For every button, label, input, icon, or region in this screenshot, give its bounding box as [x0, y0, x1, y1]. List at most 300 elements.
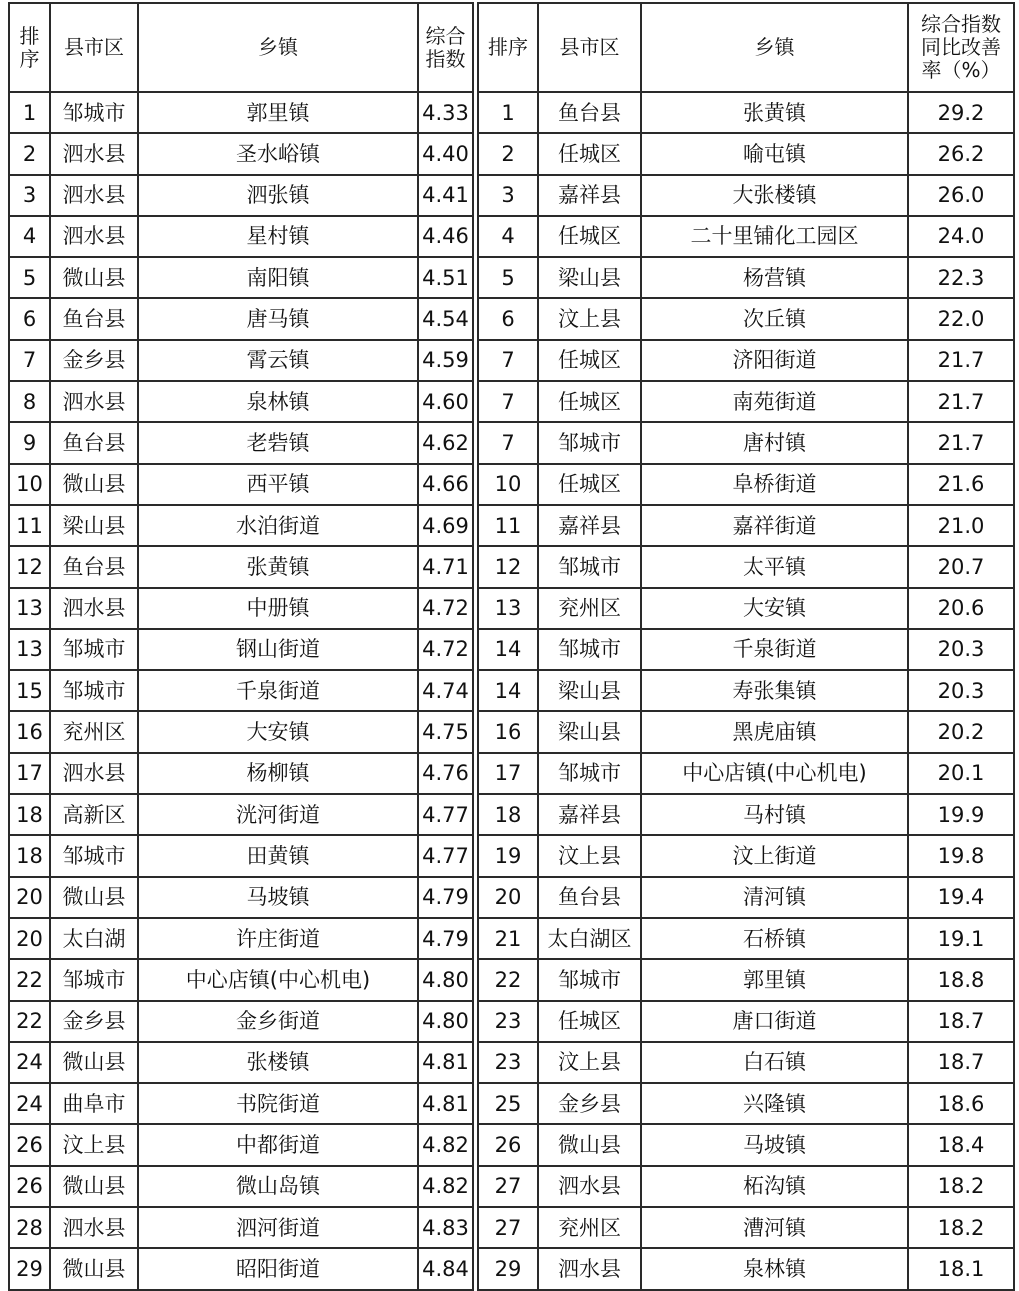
improvement-rate-cell: 26.0 — [908, 175, 1014, 216]
index-header-line: 指数 — [425, 46, 466, 71]
town-cell: 白石镇 — [641, 1042, 908, 1083]
index-value-cell: 4.76 — [418, 753, 473, 794]
town-cell: 柘沟镇 — [641, 1166, 908, 1207]
county-cell: 微山县 — [50, 1166, 138, 1207]
county-cell: 邹城市 — [50, 959, 138, 1000]
rank-cell: 7 — [478, 340, 538, 381]
county-cell: 微山县 — [50, 1042, 138, 1083]
county-cell: 太白湖 — [50, 918, 138, 959]
rank-cell: 5 — [9, 257, 50, 298]
town-cell: 千泉街道 — [641, 629, 908, 670]
improvement-ranking-table — [477, 2, 1015, 1291]
rank-cell: 12 — [478, 546, 538, 587]
town-cell: 汶上街道 — [641, 835, 908, 876]
town-cell: 张黄镇 — [641, 92, 908, 133]
rank-cell: 4 — [9, 216, 50, 257]
table-row — [9, 133, 473, 174]
rank-cell: 24 — [9, 1083, 50, 1124]
county-cell: 梁山县 — [538, 670, 641, 711]
table-row — [9, 629, 473, 670]
county-cell: 兖州区 — [538, 588, 641, 629]
town-cell: 中册镇 — [138, 588, 418, 629]
index-value-cell: 4.66 — [418, 464, 473, 505]
table-row — [478, 92, 1014, 133]
index-value-cell: 4.80 — [418, 959, 473, 1000]
table-row — [9, 1042, 473, 1083]
town-cell: 寿张集镇 — [641, 670, 908, 711]
table-row — [478, 464, 1014, 505]
rank-cell: 7 — [9, 340, 50, 381]
town-cell: 千泉街道 — [138, 670, 418, 711]
county-cell: 微山县 — [50, 464, 138, 505]
county-cell: 金乡县 — [50, 340, 138, 381]
table-row — [478, 918, 1014, 959]
county-cell: 邹城市 — [538, 753, 641, 794]
county-cell: 鱼台县 — [50, 298, 138, 339]
table-row — [478, 794, 1014, 835]
improvement-rate-cell: 26.2 — [908, 133, 1014, 174]
rank-cell: 5 — [478, 257, 538, 298]
table-row — [9, 794, 473, 835]
table-row — [478, 588, 1014, 629]
county-cell: 金乡县 — [538, 1083, 641, 1124]
table-row — [478, 670, 1014, 711]
table-row — [478, 216, 1014, 257]
table-row — [9, 298, 473, 339]
county-cell: 泗水县 — [50, 753, 138, 794]
index-value-cell: 4.77 — [418, 794, 473, 835]
table-row — [478, 753, 1014, 794]
table-row — [9, 1248, 473, 1289]
town-header: 乡镇 — [641, 3, 908, 92]
county-header: 县市区 — [538, 3, 641, 92]
index-value-cell: 4.71 — [418, 546, 473, 587]
county-cell: 邹城市 — [50, 835, 138, 876]
improvement-rate-cell: 21.0 — [908, 505, 1014, 546]
town-cell: 郭里镇 — [138, 92, 418, 133]
town-cell: 马坡镇 — [641, 1124, 908, 1165]
rank-cell: 12 — [9, 546, 50, 587]
index-value-cell: 4.69 — [418, 505, 473, 546]
county-cell: 泗水县 — [50, 175, 138, 216]
county-cell: 邹城市 — [538, 959, 641, 1000]
rank-cell: 4 — [478, 216, 538, 257]
rank-cell: 18 — [478, 794, 538, 835]
county-cell: 邹城市 — [50, 92, 138, 133]
town-cell: 田黄镇 — [138, 835, 418, 876]
table-row — [478, 711, 1014, 752]
rank-cell: 10 — [478, 464, 538, 505]
rank-cell: 18 — [9, 835, 50, 876]
improvement-rate-cell: 18.2 — [908, 1166, 1014, 1207]
town-cell: 黑虎庙镇 — [641, 711, 908, 752]
town-cell: 昭阳街道 — [138, 1248, 418, 1289]
county-cell: 任城区 — [538, 464, 641, 505]
rank-cell: 28 — [9, 1207, 50, 1248]
table-row — [9, 877, 473, 918]
rank-cell: 2 — [9, 133, 50, 174]
rank-header-line: 排 — [19, 23, 40, 48]
improvement-rate-cell: 24.0 — [908, 216, 1014, 257]
rank-cell: 24 — [9, 1042, 50, 1083]
table-row — [478, 1042, 1014, 1083]
table-row — [9, 1166, 473, 1207]
rank-cell: 14 — [478, 670, 538, 711]
county-cell: 梁山县 — [538, 257, 641, 298]
county-cell: 梁山县 — [538, 711, 641, 752]
rank-cell: 7 — [478, 422, 538, 463]
rank-cell: 29 — [478, 1248, 538, 1289]
improvement-rate-cell: 19.8 — [908, 835, 1014, 876]
table-row — [478, 1124, 1014, 1165]
improvement-ranking-body — [478, 92, 1014, 1290]
town-cell: 星村镇 — [138, 216, 418, 257]
table-row — [478, 1001, 1014, 1042]
town-cell: 杨柳镇 — [138, 753, 418, 794]
town-cell: 马村镇 — [641, 794, 908, 835]
town-cell: 太平镇 — [641, 546, 908, 587]
index-value-cell: 4.82 — [418, 1124, 473, 1165]
index-value-cell: 4.81 — [418, 1042, 473, 1083]
table-row — [478, 629, 1014, 670]
improvement-rate-cell: 20.2 — [908, 711, 1014, 752]
town-cell: 南阳镇 — [138, 257, 418, 298]
table-row — [9, 546, 473, 587]
town-cell: 泉林镇 — [138, 381, 418, 422]
county-cell: 太白湖区 — [538, 918, 641, 959]
town-cell: 中都街道 — [138, 1124, 418, 1165]
county-cell: 鱼台县 — [538, 877, 641, 918]
table-row — [478, 1083, 1014, 1124]
index-header — [418, 3, 473, 92]
index-value-cell: 4.77 — [418, 835, 473, 876]
county-cell: 嘉祥县 — [538, 175, 641, 216]
table-row — [9, 670, 473, 711]
index-value-cell: 4.75 — [418, 711, 473, 752]
rank-cell: 23 — [478, 1042, 538, 1083]
rank-cell: 11 — [9, 505, 50, 546]
town-cell: 中心店镇(中心机电) — [641, 753, 908, 794]
county-cell: 高新区 — [50, 794, 138, 835]
table-row — [478, 1166, 1014, 1207]
table-row — [9, 216, 473, 257]
rank-cell: 27 — [478, 1166, 538, 1207]
table-row — [9, 1124, 473, 1165]
index-value-cell: 4.59 — [418, 340, 473, 381]
town-cell: 泉林镇 — [641, 1248, 908, 1289]
table-row — [9, 1083, 473, 1124]
town-cell: 大安镇 — [641, 588, 908, 629]
rank-cell: 23 — [478, 1001, 538, 1042]
town-header: 乡镇 — [138, 3, 418, 92]
improvement-rate-cell: 21.7 — [908, 422, 1014, 463]
index-value-cell: 4.82 — [418, 1166, 473, 1207]
rank-cell: 21 — [478, 918, 538, 959]
town-cell: 清河镇 — [641, 877, 908, 918]
improvement-rate-cell: 18.6 — [908, 1083, 1014, 1124]
rank-cell: 11 — [478, 505, 538, 546]
rank-cell: 1 — [478, 92, 538, 133]
rank-cell: 2 — [478, 133, 538, 174]
rate-header-line: 同比改善 — [921, 35, 1001, 59]
town-cell: 唐口街道 — [641, 1001, 908, 1042]
county-header: 县市区 — [50, 3, 138, 92]
rank-cell: 3 — [9, 175, 50, 216]
table-row — [9, 1207, 473, 1248]
county-cell: 泗水县 — [538, 1248, 641, 1289]
county-cell: 嘉祥县 — [538, 505, 641, 546]
index-value-cell: 4.41 — [418, 175, 473, 216]
index-value-cell: 4.72 — [418, 629, 473, 670]
rank-header-line: 序 — [19, 46, 40, 71]
town-cell: 嘉祥街道 — [641, 505, 908, 546]
table-row — [478, 133, 1014, 174]
rank-header: 排序 — [478, 3, 538, 92]
index-value-cell: 4.54 — [418, 298, 473, 339]
table-row — [478, 959, 1014, 1000]
improvement-rate-cell: 29.2 — [908, 92, 1014, 133]
index-ranking-table — [8, 2, 474, 1291]
county-cell: 鱼台县 — [50, 422, 138, 463]
county-cell: 泗水县 — [50, 381, 138, 422]
town-cell: 大张楼镇 — [641, 175, 908, 216]
improvement-rate-cell: 22.0 — [908, 298, 1014, 339]
town-cell: 杨营镇 — [641, 257, 908, 298]
table-row — [9, 257, 473, 298]
town-cell: 兴隆镇 — [641, 1083, 908, 1124]
county-cell: 微山县 — [50, 1248, 138, 1289]
table-row — [9, 588, 473, 629]
table-row — [478, 175, 1014, 216]
index-value-cell: 4.72 — [418, 588, 473, 629]
rank-cell: 6 — [9, 298, 50, 339]
index-value-cell: 4.46 — [418, 216, 473, 257]
county-cell: 微山县 — [50, 257, 138, 298]
index-value-cell: 4.84 — [418, 1248, 473, 1289]
county-cell: 邹城市 — [538, 546, 641, 587]
town-cell: 大安镇 — [138, 711, 418, 752]
table-row — [9, 340, 473, 381]
town-cell: 洸河街道 — [138, 794, 418, 835]
table-row — [9, 959, 473, 1000]
county-cell: 泗水县 — [50, 133, 138, 174]
county-cell: 鱼台县 — [50, 546, 138, 587]
county-cell: 兖州区 — [538, 1207, 641, 1248]
table-row — [478, 257, 1014, 298]
improvement-rate-cell: 21.7 — [908, 340, 1014, 381]
town-cell: 金乡街道 — [138, 1001, 418, 1042]
index-value-cell: 4.33 — [418, 92, 473, 133]
improvement-rate-cell: 20.6 — [908, 588, 1014, 629]
table-row — [478, 505, 1014, 546]
index-value-cell: 4.79 — [418, 918, 473, 959]
rank-cell: 26 — [478, 1124, 538, 1165]
town-cell: 张黄镇 — [138, 546, 418, 587]
town-cell: 泗河街道 — [138, 1207, 418, 1248]
improvement-rate-cell: 21.7 — [908, 381, 1014, 422]
town-cell: 钢山街道 — [138, 629, 418, 670]
town-cell: 微山岛镇 — [138, 1166, 418, 1207]
county-cell: 邹城市 — [538, 422, 641, 463]
index-value-cell: 4.74 — [418, 670, 473, 711]
index-ranking-body — [9, 92, 473, 1290]
table-row — [9, 505, 473, 546]
town-cell: 西平镇 — [138, 464, 418, 505]
improvement-rate-cell: 18.2 — [908, 1207, 1014, 1248]
county-cell: 邹城市 — [50, 629, 138, 670]
improvement-rate-cell: 18.1 — [908, 1248, 1014, 1289]
table-row — [478, 381, 1014, 422]
county-cell: 任城区 — [538, 133, 641, 174]
table-row — [478, 546, 1014, 587]
improvement-rate-cell: 21.6 — [908, 464, 1014, 505]
improvement-rate-cell: 19.9 — [908, 794, 1014, 835]
header-row — [9, 3, 473, 92]
table-row — [9, 175, 473, 216]
rank-cell: 22 — [478, 959, 538, 1000]
county-cell: 任城区 — [538, 340, 641, 381]
rank-cell: 20 — [9, 918, 50, 959]
improvement-rate-cell: 18.7 — [908, 1001, 1014, 1042]
table-row — [9, 1001, 473, 1042]
improvement-rate-header — [908, 3, 1014, 92]
rank-cell: 16 — [478, 711, 538, 752]
town-cell: 书院街道 — [138, 1083, 418, 1124]
county-cell: 微山县 — [50, 877, 138, 918]
table-row — [9, 711, 473, 752]
table-row — [9, 835, 473, 876]
county-cell: 泗水县 — [538, 1166, 641, 1207]
index-value-cell: 4.81 — [418, 1083, 473, 1124]
table-row — [9, 381, 473, 422]
rank-cell: 26 — [9, 1124, 50, 1165]
improvement-rate-cell: 18.4 — [908, 1124, 1014, 1165]
rank-cell: 17 — [9, 753, 50, 794]
county-cell: 梁山县 — [50, 505, 138, 546]
county-cell: 任城区 — [538, 1001, 641, 1042]
county-cell: 金乡县 — [50, 1001, 138, 1042]
town-cell: 马坡镇 — [138, 877, 418, 918]
rank-cell: 26 — [9, 1166, 50, 1207]
table-row — [9, 918, 473, 959]
improvement-rate-cell: 19.1 — [908, 918, 1014, 959]
table-row — [9, 92, 473, 133]
town-cell: 唐马镇 — [138, 298, 418, 339]
town-cell: 漕河镇 — [641, 1207, 908, 1248]
county-cell: 泗水县 — [50, 588, 138, 629]
rank-cell: 15 — [9, 670, 50, 711]
county-cell: 微山县 — [538, 1124, 641, 1165]
rank-cell: 20 — [478, 877, 538, 918]
index-value-cell: 4.60 — [418, 381, 473, 422]
table-row — [478, 877, 1014, 918]
town-cell: 二十里铺化工园区 — [641, 216, 908, 257]
table-row — [478, 340, 1014, 381]
town-cell: 次丘镇 — [641, 298, 908, 339]
town-cell: 霄云镇 — [138, 340, 418, 381]
county-cell: 嘉祥县 — [538, 794, 641, 835]
rank-cell: 13 — [9, 629, 50, 670]
rank-cell: 3 — [478, 175, 538, 216]
town-cell: 水泊街道 — [138, 505, 418, 546]
town-cell: 老砦镇 — [138, 422, 418, 463]
table-row — [478, 835, 1014, 876]
improvement-rate-cell: 20.3 — [908, 670, 1014, 711]
rank-cell: 22 — [9, 959, 50, 1000]
table-row — [478, 298, 1014, 339]
county-cell: 汶上县 — [50, 1124, 138, 1165]
rank-cell: 13 — [9, 588, 50, 629]
town-cell: 石桥镇 — [641, 918, 908, 959]
rank-cell: 6 — [478, 298, 538, 339]
rank-cell: 9 — [9, 422, 50, 463]
county-cell: 兖州区 — [50, 711, 138, 752]
county-cell: 邹城市 — [50, 670, 138, 711]
town-cell: 许庄街道 — [138, 918, 418, 959]
rank-cell: 13 — [478, 588, 538, 629]
table-row — [9, 464, 473, 505]
header-row — [478, 3, 1014, 92]
index-value-cell: 4.40 — [418, 133, 473, 174]
index-value-cell: 4.79 — [418, 877, 473, 918]
index-value-cell: 4.62 — [418, 422, 473, 463]
town-cell: 中心店镇(中心机电) — [138, 959, 418, 1000]
improvement-rate-cell: 20.3 — [908, 629, 1014, 670]
index-value-cell: 4.83 — [418, 1207, 473, 1248]
town-cell: 郭里镇 — [641, 959, 908, 1000]
rank-cell: 20 — [9, 877, 50, 918]
rank-cell: 18 — [9, 794, 50, 835]
table-row — [478, 1248, 1014, 1289]
county-cell: 任城区 — [538, 381, 641, 422]
town-cell: 圣水峪镇 — [138, 133, 418, 174]
rank-cell: 1 — [9, 92, 50, 133]
town-cell: 泗张镇 — [138, 175, 418, 216]
table-row — [9, 422, 473, 463]
index-value-cell: 4.51 — [418, 257, 473, 298]
rank-cell: 8 — [9, 381, 50, 422]
town-cell: 阜桥街道 — [641, 464, 908, 505]
table-row — [9, 753, 473, 794]
county-cell: 曲阜市 — [50, 1083, 138, 1124]
county-cell: 泗水县 — [50, 216, 138, 257]
county-cell: 汶上县 — [538, 1042, 641, 1083]
table-row — [478, 1207, 1014, 1248]
rate-header-line: 综合指数 — [921, 12, 1001, 36]
rank-header — [9, 3, 50, 92]
improvement-rate-cell: 19.4 — [908, 877, 1014, 918]
county-cell: 邹城市 — [538, 629, 641, 670]
table-row — [478, 422, 1014, 463]
county-cell: 鱼台县 — [538, 92, 641, 133]
improvement-rate-cell: 18.7 — [908, 1042, 1014, 1083]
rank-cell: 10 — [9, 464, 50, 505]
town-cell: 张楼镇 — [138, 1042, 418, 1083]
index-header-line: 综合 — [425, 23, 466, 48]
town-cell: 喻屯镇 — [641, 133, 908, 174]
improvement-rate-cell: 18.8 — [908, 959, 1014, 1000]
rank-cell: 22 — [9, 1001, 50, 1042]
county-cell: 泗水县 — [50, 1207, 138, 1248]
rank-cell: 29 — [9, 1248, 50, 1289]
town-cell: 南苑街道 — [641, 381, 908, 422]
rate-header-line: 率（%） — [921, 58, 1001, 82]
rank-cell: 17 — [478, 753, 538, 794]
county-cell: 汶上县 — [538, 835, 641, 876]
county-cell: 任城区 — [538, 216, 641, 257]
rank-cell: 14 — [478, 629, 538, 670]
rank-cell: 25 — [478, 1083, 538, 1124]
